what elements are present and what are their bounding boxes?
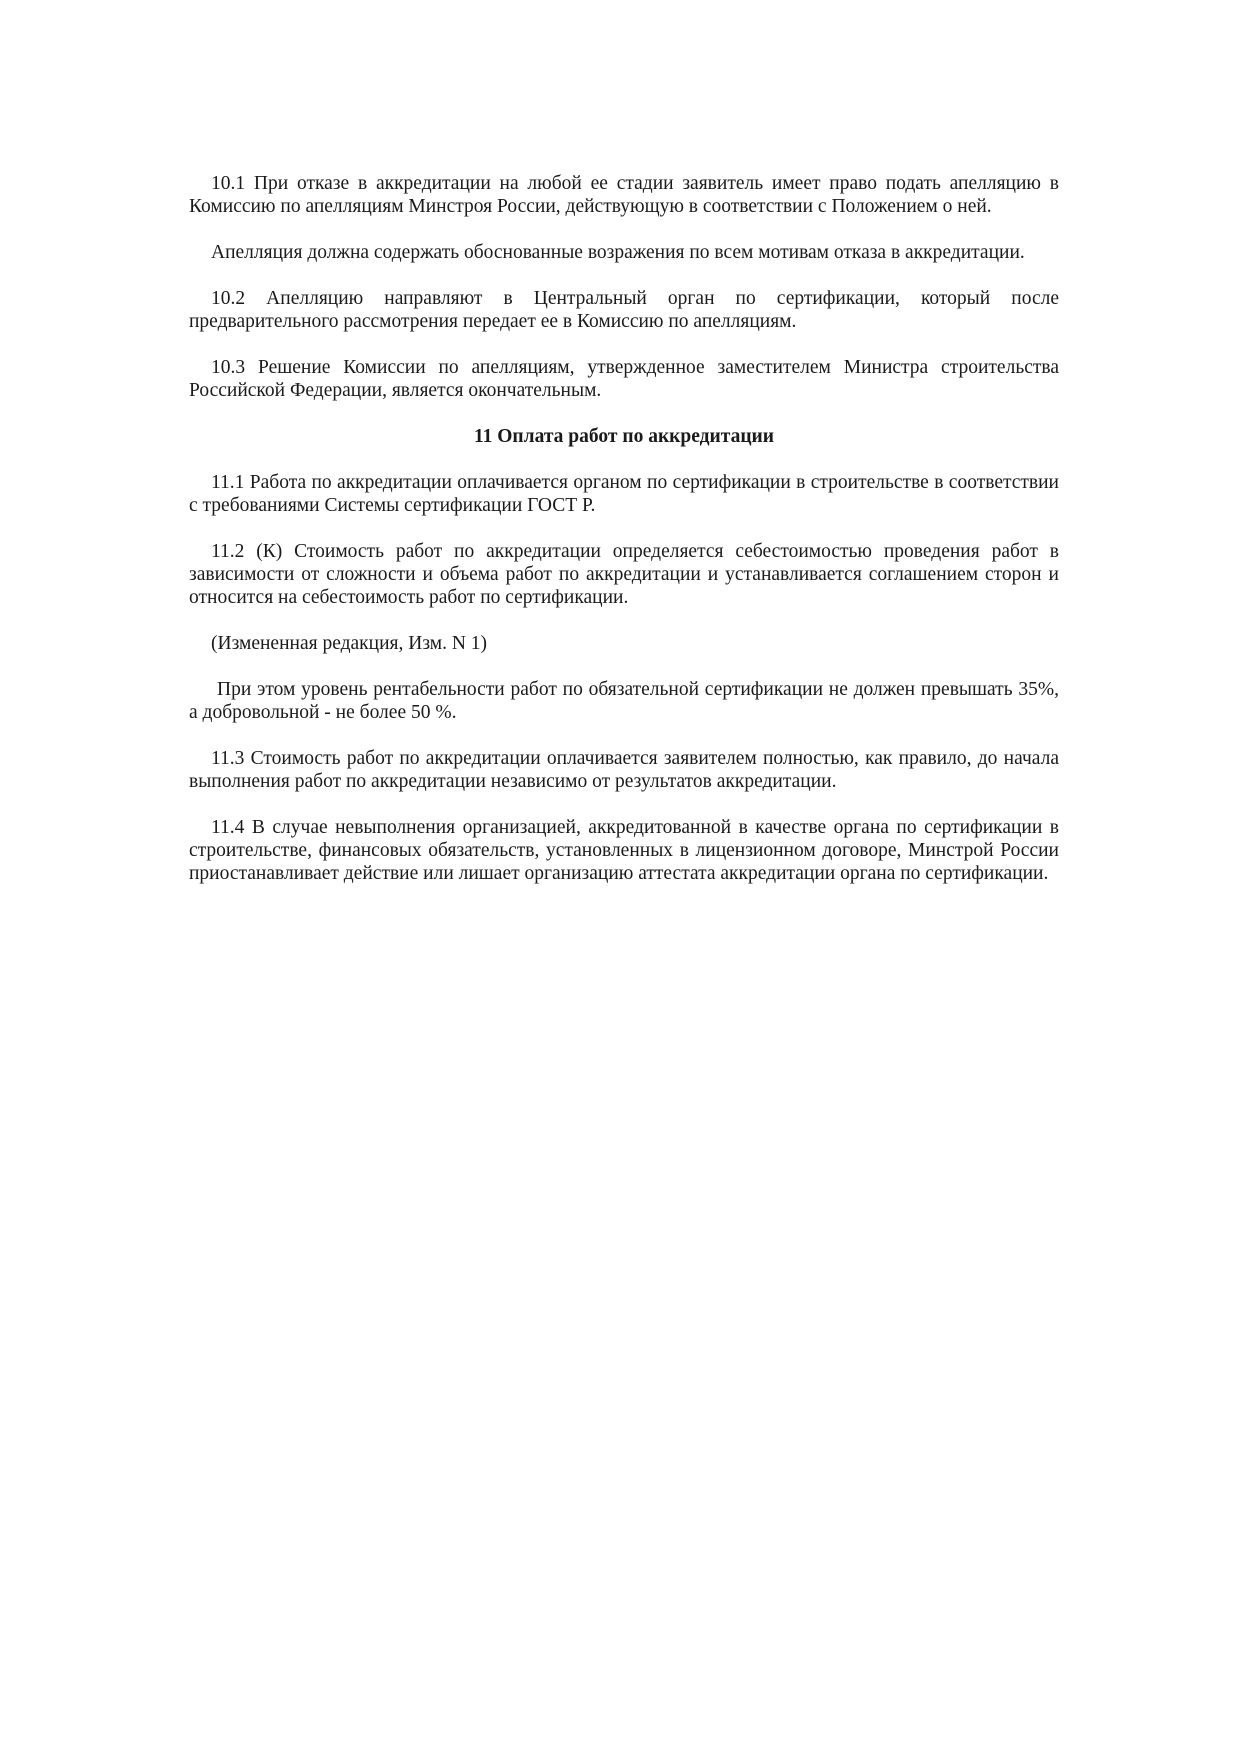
paragraph-profitability: При этом уровень рентабельности работ по обязательной сертификации не должен превышать 35%, а добровольной - не более 50 %.	[189, 679, 1059, 723]
paragraph-10-3: 10.3 Решение Комиссии по апелляциям, утвержденное заместителем Министра строительства Российской Федерации, является окончательным.	[189, 357, 1059, 401]
paragraph-10-2: 10.2 Апелляцию направляют в Центральный орган по сертификации, который после предварительного рассмотрения передает ее в Комиссию по апелляциям.	[189, 288, 1059, 332]
paragraph-11-2: 11.2 (К) Стоимость работ по аккредитации определяется себестоимостью проведения работ в зависимости от сложности и объема работ по аккредитации и устанавливается соглашением сторон и относится на себестоимость работ по сертификации.	[189, 541, 1059, 608]
paragraph-11-3: 11.3 Стоимость работ по аккредитации оплачивается заявителем полностью, как правило, до начала выполнения работ по аккредитации независимо от результатов аккредитации.	[189, 748, 1059, 792]
paragraph-11-1: 11.1 Работа по аккредитации оплачивается органом по сертификации в строительстве в соответствии с требованиями Системы сертификации ГОСТ Р.	[189, 472, 1059, 516]
amendment-note: (Измененная редакция, Изм. N 1)	[211, 633, 488, 654]
paragraph-10-1: 10.1 При отказе в аккредитации на любой ее стадии заявитель имеет право подать апелляцию в Комиссию по апелляциям Минстроя России, действующую в соответствии с Положением о ней.	[189, 173, 1059, 217]
document-page	[189, 172, 1059, 908]
paragraph-appeal-content: Апелляция должна содержать обоснованные возражения по всем мотивам отказа в аккредитации.	[211, 242, 1025, 263]
paragraph-11-4: 11.4 В случае невыполнения организацией, аккредитованной в качестве органа по сертификации в строительстве, финансовых обязательств, установленных в лицензионном договоре, Минстрой России приостанавливает действие или лишает организацию аттестата аккредитации органа по сертификации.	[189, 817, 1059, 884]
section-heading-11: 11 Оплата работ по аккредитации	[473, 426, 775, 447]
